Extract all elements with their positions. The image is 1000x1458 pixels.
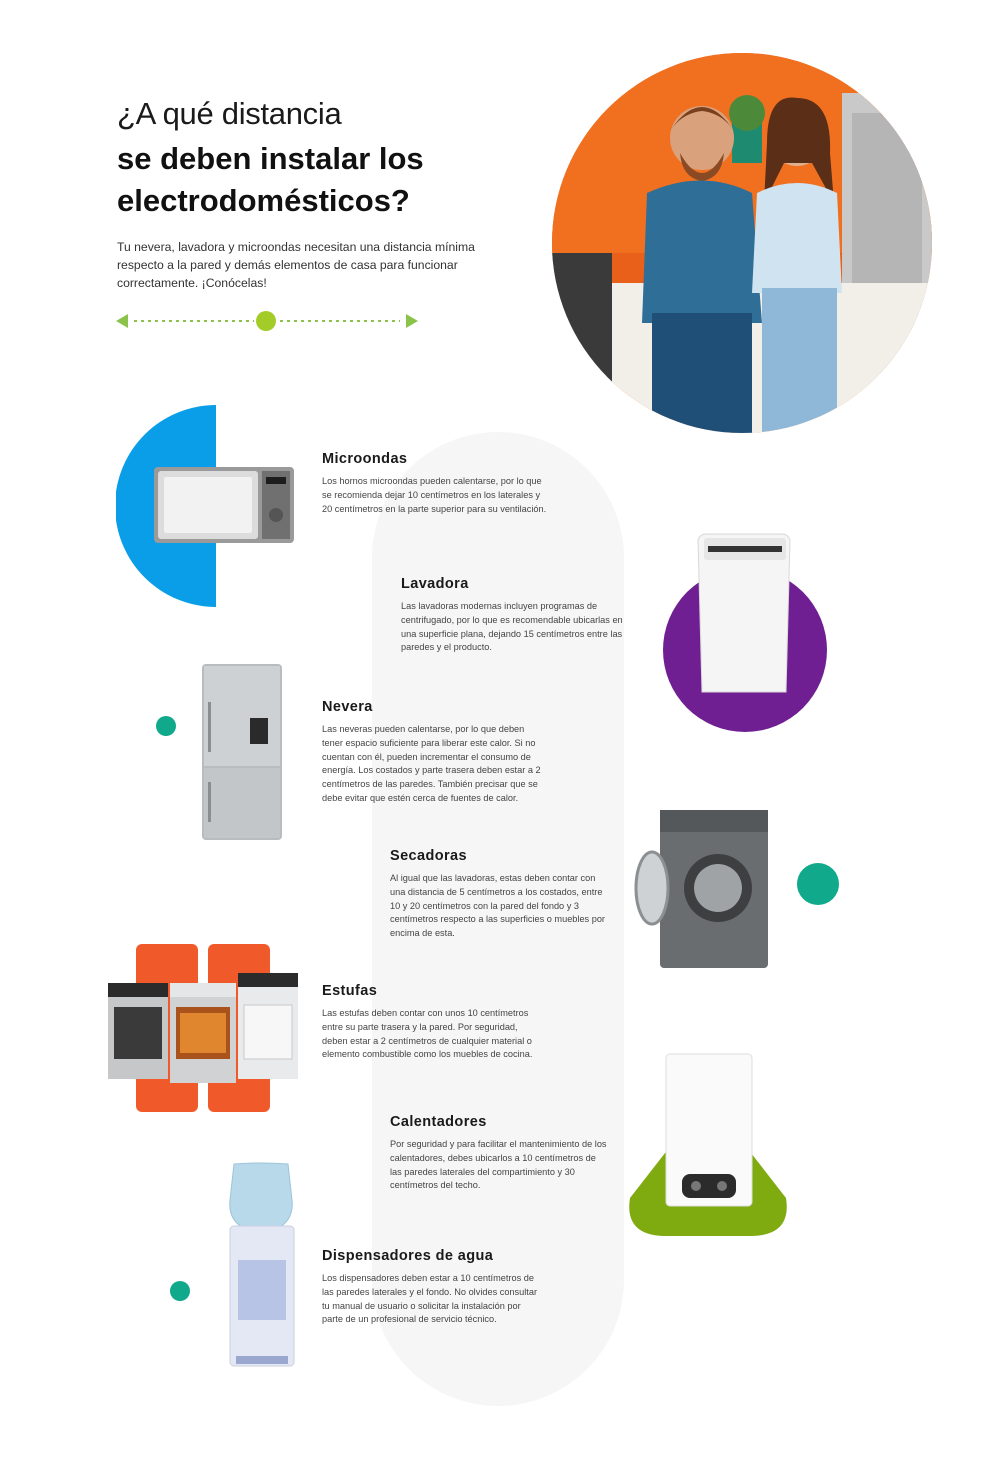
water-heater-visual [620,1048,795,1240]
dryer-visual [632,806,842,971]
item-text: Las neveras pueden calentarse, por lo que deben tener espacio suficiente para liberar este calor. Si no cuentan con él, pueden incrementar el consumo de energía. Los costados y parte trasera deben estar a 2 centímetros de las paredes. También precisar que se debe evitar que estén cerca de fuentes de calor. [322,724,541,803]
item-estufas [322,983,537,1062]
item-text: Al igual que las lavadoras, estas deben contar con una distancia de 5 centímetros a los costados, entre 10 y 20 centímetros con la pared del fondo y 3 centímetros respecto a las superficies o muebles por encima de esta. [390,873,605,939]
item-microondas [322,451,552,516]
item-calentadores [390,1114,610,1193]
item-title: Secadoras [390,848,467,864]
carousel-slider[interactable] [114,308,420,334]
intro-text: Tu nevera, lavadora y microondas necesitan una distancia mínima respecto a la pared y demás elementos de casa para funcionar correctamente. ¡Conócelas! [117,240,475,290]
item-text: Por seguridad y para facilitar el mantenimiento de los calentadores, debes ubicarlos a 10 centímetros de las paredes laterales del compartimiento y 30 centímetros del techo. [390,1139,607,1191]
water-dispenser-visual [160,1160,300,1370]
item-text: Las estufas deben contar con unos 10 centímetros entre su parte trasera y la pared. Por seguridad, deben estar a 2 centímetros de cualquier material o elemento combustible como los muebles de cocina. [322,1008,533,1060]
item-title: Lavadora [401,576,469,592]
item-title: Microondas [322,451,408,467]
item-nevera [322,699,547,806]
item-text: Los hornos microondas pueden calentarse, por lo que se recomienda dejar 10 centímetros en los laterales y 20 centímetros en la parte superior para su ventilación. [322,476,547,514]
page-title-bold: se deben instalar los electrodomésticos? [117,141,424,218]
stoves-visual [100,943,305,1115]
item-lavadora [401,576,626,655]
carousel-handle[interactable] [256,311,276,331]
item-secadoras [390,848,612,941]
microwave-visual [116,405,316,610]
fridge-visual [150,662,290,844]
washer-top-load-visual [662,532,828,732]
arrow-right-icon[interactable] [406,314,418,328]
item-text: Las lavadoras modernas incluyen programas de centrifugado, por lo que es recomendable ubicarlas en una superficie plana, dejando 15 centímetros entre las paredes y el producto. [401,601,623,653]
arrow-left-icon[interactable] [116,314,128,328]
item-text: Los dispensadores deben estar a 10 centímetros de las paredes laterales y el fondo. No olvides consultar tu manual de usuario o solicitar la instalación por parte de un profesional de servicio técnico. [322,1273,538,1325]
item-title: Estufas [322,983,378,999]
hero-photo-couple [552,53,932,433]
page-title-light: ¿A qué distancia [117,96,342,131]
item-dispensadores [322,1248,542,1327]
item-title: Calentadores [390,1114,487,1130]
item-title: Nevera [322,699,373,715]
item-title: Dispensadores de agua [322,1248,494,1264]
